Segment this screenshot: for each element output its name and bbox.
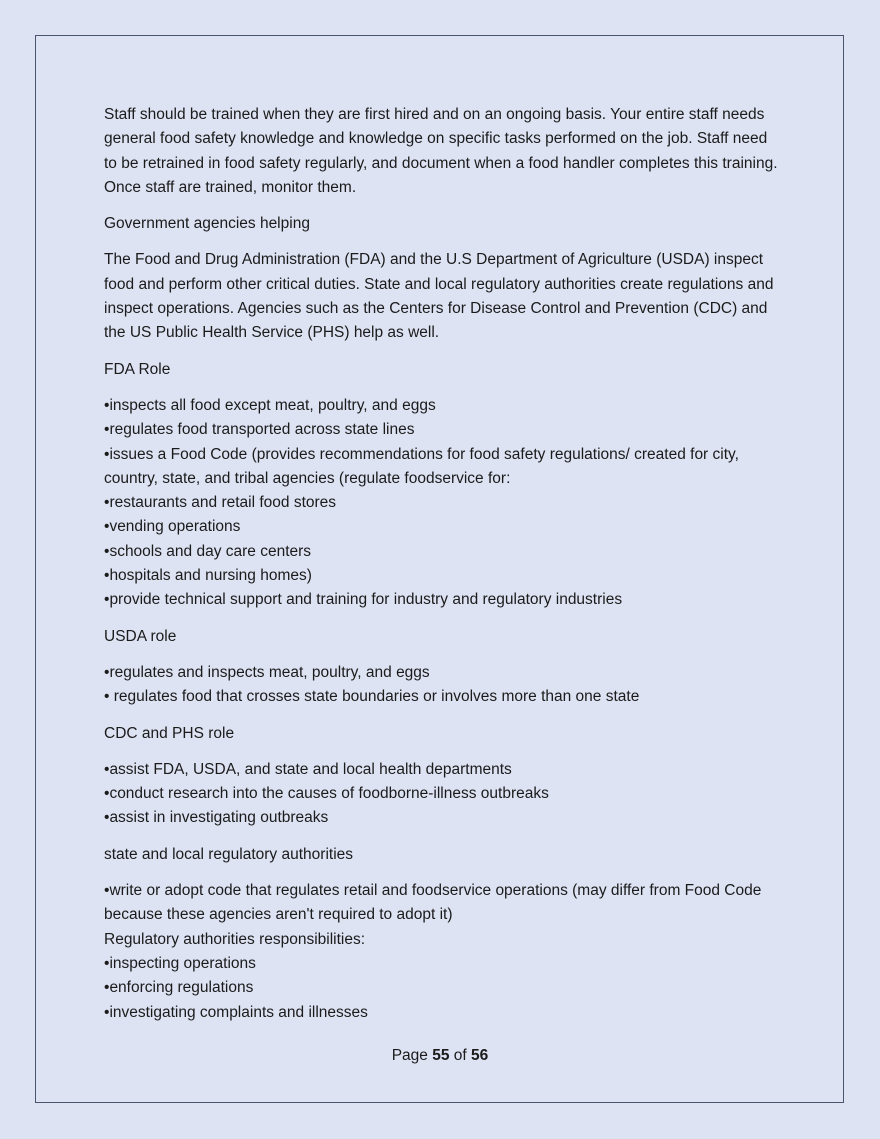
list-item: • issues a Food Code (provides recommendations for food safety regulations/ created for city, country, state, and tribal agencies (regulate foodservice for:: [104, 443, 784, 492]
cdc-heading: CDC and PHS role: [104, 724, 235, 742]
list-item: • restaurants and retail food stores: [104, 491, 784, 515]
document-body: [104, 103, 784, 1037]
list-item: • investigating complaints and illnesses: [104, 1001, 784, 1025]
list-item: • hospitals and nursing homes): [104, 564, 784, 588]
fda-heading: FDA Role: [104, 360, 171, 378]
usda-list: [104, 661, 784, 710]
government-paragraph: The Food and Drug Administration (FDA) and the U.S Department of Agriculture (USDA) inspect food and perform other critical duties. State and local regulatory authorities create regulations and inspect operations. Agencies such as the Centers for Disease Control and Prevention (CDC) and the US Public Health Service (PHS) help as well.: [104, 251, 774, 342]
list-item: • schools and day care centers: [104, 540, 784, 564]
current-page: 55: [432, 1047, 450, 1064]
list-item: • write or adopt code that regulates retail and foodservice operations (may differ from Food Code because these agencies aren't required to adopt it): [104, 879, 784, 928]
list-item: • conduct research into the causes of foodborne-illness outbreaks: [104, 782, 784, 806]
state-heading: state and local regulatory authorities: [104, 845, 354, 863]
cdc-list: [104, 758, 784, 831]
government-heading: Government agencies helping: [104, 215, 310, 233]
list-item: • assist FDA, USDA, and state and local health departments: [104, 758, 784, 782]
list-item: • inspects all food except meat, poultry, and eggs: [104, 394, 784, 418]
usda-heading: USDA role: [104, 627, 177, 645]
responsibilities-label: Regulatory authorities responsibilities:: [104, 930, 366, 948]
list-item: • enforcing regulations: [104, 976, 784, 1000]
fda-list: [104, 394, 784, 613]
list-item: • provide technical support and training for industry and regulatory industries: [104, 588, 784, 612]
page-number-footer: [0, 1045, 880, 1067]
intro-paragraph: Staff should be trained when they are first hired and on an ongoing basis. Your entire staff needs general food safety knowledge and knowledge on specific tasks performed on the job. Staff need to be retrained in food safety regularly, and document when a food handler completes this training. Once staff are trained, monitor them.: [104, 106, 778, 196]
list-item: • assist in investigating outbreaks: [104, 806, 784, 830]
total-pages: 56: [471, 1047, 489, 1064]
list-item: • regulates food that crosses state boundaries or involves more than one state: [104, 685, 784, 709]
list-item: • regulates and inspects meat, poultry, and eggs: [104, 661, 784, 685]
state-list: [104, 879, 784, 1025]
page-word: Page: [391, 1047, 428, 1064]
of-word: of: [453, 1047, 467, 1064]
list-item: • inspecting operations: [104, 952, 784, 976]
list-item: • regulates food transported across state lines: [104, 418, 784, 442]
list-item: • vending operations: [104, 515, 784, 539]
